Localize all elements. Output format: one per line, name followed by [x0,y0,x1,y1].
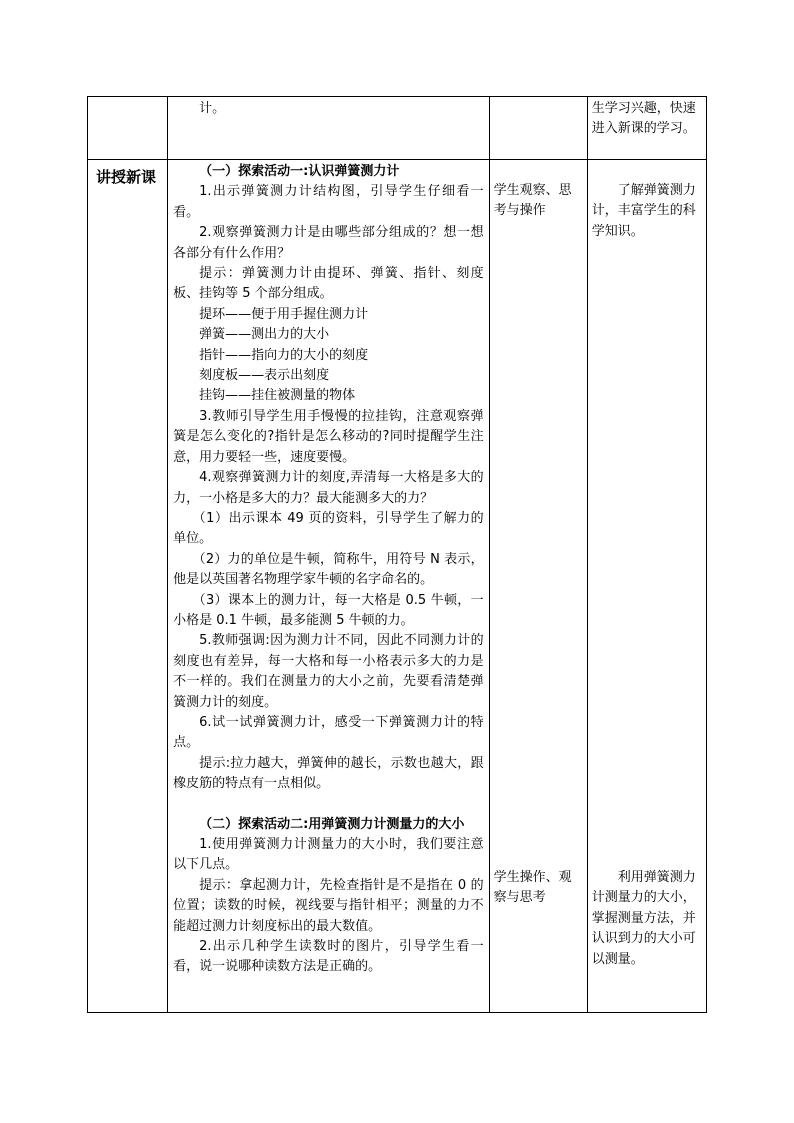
lesson-plan-table [87,96,707,1013]
paragraph: 4.观察弹簧测力计的刻度,弄清每一大格是多大的力，一小格是多大的力？最大能测多大的力？ [173,470,484,506]
table-row [88,97,707,160]
student-activity-text: 学生观察、思考与操作 [493,183,572,219]
parts-list-item: 弹簧——测出力的大小 [199,327,330,343]
parts-list-item: 刻度板——表示出刻度 [199,368,330,384]
design-purpose-text: 了解弹簧测力计，丰富学生的科学知识。 [591,183,696,239]
paragraph: 3.教师引导学生用手慢慢的拉挂钩，注意观察弹簧是怎么变化的?指针是怎么移动的?同时提醒学生注意，用力要轻一些，速度要慢。 [173,408,484,465]
paragraph: 5.教师强调:因为测力计不同，因此不同测力计的刻度也有差异，每一大格和每一小格表示多大的力是不一样的。我们在测量力的大小之前，先要看清楚弹簧测力计的刻度。 [173,633,484,710]
design-purpose-cell [587,97,706,160]
paragraph: 1.出示弹簧测力计结构图，引导学生仔细看一看。 [173,184,484,220]
paragraph: 提示:拉力越大，弹簧伸的越长，示数也越大，跟橡皮筋的特点有一点相似。 [173,755,484,792]
content-text: 计。 [199,101,226,116]
stage-cell [88,97,168,160]
activity-two-title: （二）探索活动二:用弹簧测力计测量力的大小 [199,816,465,832]
parts-list-item: 指针——指向力的大小的刻度 [199,347,369,363]
design-purpose-cell [587,160,706,1013]
stage-cell [88,160,168,1013]
student-activity-cell [489,97,587,160]
paragraph: （3）课本上的测力计，每一大格是 0.5 牛顿，一小格是 0.1 牛顿，最多能测 5 牛顿的力。 [173,592,484,628]
spacer [173,795,484,815]
table-row [88,160,707,1013]
paragraph: （1）出示课本 49 页的资料，引导学生了解力的单位。 [173,510,484,547]
paragraph: （2）力的单位是牛顿，简称牛，用符号 N 表示，他是以英国著名物理学家牛顿的名字命名的。 [173,551,484,588]
paragraph: 6.试一试弹簧测力计，感受一下弹簧测力计的特点。 [173,714,484,751]
parts-list-item: 提环——便于用手握住测力计 [199,306,369,322]
student-activity-text [490,97,587,99]
parts-list-item: 挂钩——挂住被测量的物体 [199,388,356,404]
paragraph: 提示：拿起测力计，先检查指针是不是指在 0 的位置；读数的时候，视线要与指针相平；测量的力不能超过测力计刻度标出的最大数值。 [173,877,484,934]
paragraph: 提示：弹簧测力计由提环、弹簧、指针、刻度板、挂钩等 5 个部分组成。 [173,266,484,302]
content-cell [168,160,490,1013]
paragraph: 1.使用弹簧测力计测量力的大小时，我们要注意以下几点。 [173,837,484,873]
student-activity-cell [489,160,587,1013]
design-purpose-text: 生学习兴趣，快速进入新课的学习。 [591,101,696,137]
paragraph: 2.出示几种学生读数时的图片，引导学生看一看，说一说哪种读数方法是正确的。 [173,939,484,975]
paragraph: 2.观察弹簧测力计是由哪些部分组成的？想一想各部分有什么作用？ [173,225,484,261]
activity-one-title: （一）探索活动一:认识弹簧测力计 [199,164,400,179]
student-activity-text: 学生操作、观察与思考 [493,870,572,906]
content-cell [168,97,490,160]
design-purpose-text: 利用弹簧测力计测量力的大小，掌握测量方法，并认识到力的大小可以测量。 [591,870,696,967]
stage-label: 讲授新课 [96,168,157,186]
